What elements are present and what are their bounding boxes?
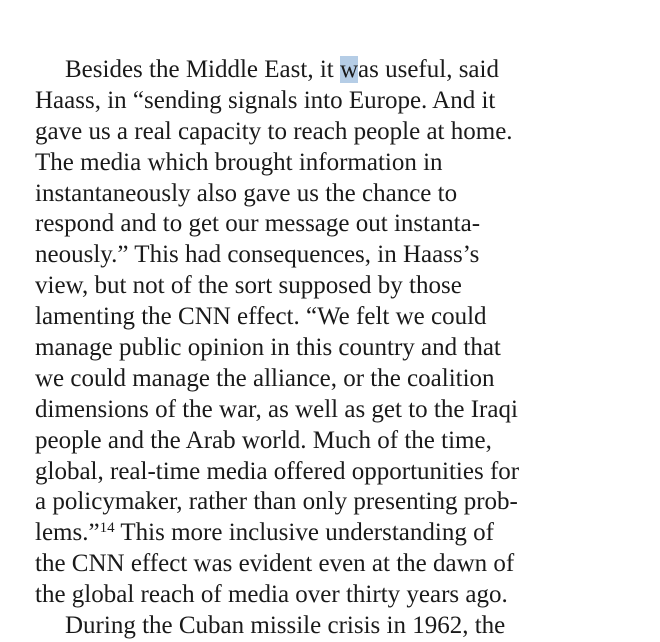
text-run: as useful, said [358, 56, 499, 83]
text-line: view, but not of the sort supposed by those [35, 272, 462, 300]
text-line: Haass, in “sending signals into Europe. And it [35, 86, 496, 114]
text-line: the CNN effect was evident even at the dawn of [35, 550, 515, 578]
text-line: lamenting the CNN effect. “We felt we could [35, 303, 487, 331]
text-line: gave us a real capacity to reach people at home. [35, 117, 513, 145]
text-line: a policymaker, rather than only presenting prob- [35, 488, 518, 516]
text-line: dimensions of the war, as well as get to the Iraqi [35, 395, 518, 423]
text-line: global, real-time media offered opportunities for [35, 457, 520, 485]
text-selection-highlight[interactable]: w [339, 56, 359, 83]
text-run: lems.” [35, 519, 100, 547]
body-paragraph[interactable] [35, 55, 635, 642]
text-line: The media which brought information in [35, 148, 443, 176]
text-line-partial: During the Cuban missile crisis in 1962, the [65, 612, 506, 640]
text-line: manage public opinion in this country and that [35, 334, 501, 362]
text-run: Besides the Middle East, it [65, 56, 340, 83]
text-line: neously.” This had consequences, in Haass’s [35, 241, 480, 269]
text-line: the global reach of media over thirty years ago. [35, 581, 508, 609]
text-line [35, 518, 635, 549]
footnote-reference[interactable]: 14 [99, 520, 115, 537]
text-line: respond and to get our message out instanta- [35, 210, 481, 238]
text-line: people and the Arab world. Much of the time, [35, 426, 492, 454]
text-run: This more inclusive understanding of [114, 519, 494, 547]
text-line: instantaneously also gave us the chance to [35, 179, 458, 207]
text-line [35, 55, 635, 86]
text-line: we could manage the alliance, or the coalition [35, 364, 495, 392]
